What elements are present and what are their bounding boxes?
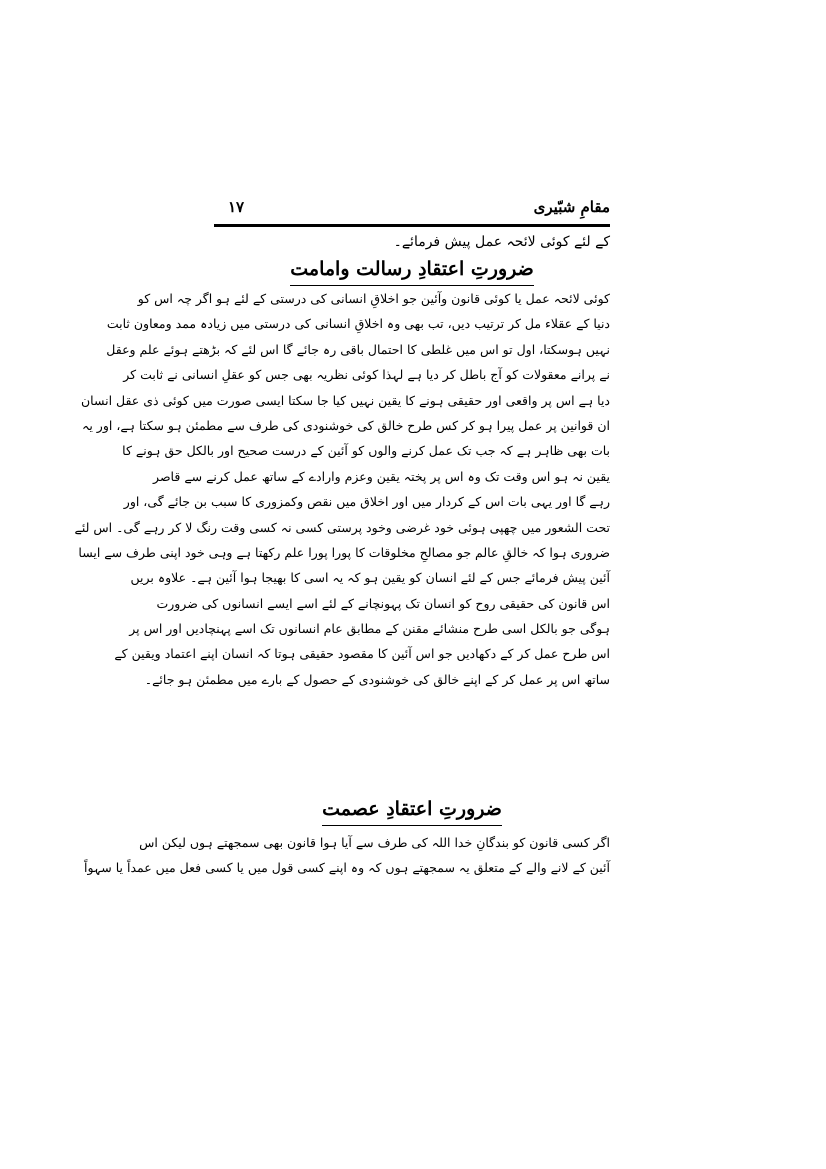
section-heading-text: ضرورتِ اعتقادِ رسالت وامامت: [290, 254, 534, 286]
body-line: ساتھ اس پر عمل کر کے اپنے خالق کی خوشنودی کے حصول کے بارے میں مطمئن ہو جائے۔: [144, 671, 610, 687]
page-number: ۱۷: [228, 198, 245, 216]
body-line: ان قوانین پر عمل پیرا ہو کر کس طرح خالق کی خوشنودی کی طرف سے مطمئن ہو سکتا ہے، اور یہ: [82, 417, 610, 433]
running-header: [214, 196, 610, 220]
section-heading-risalat: [214, 254, 610, 286]
section-heading-text: ضرورتِ اعتقادِ عصمت: [322, 794, 502, 826]
section-body-risalat: [74, 286, 610, 692]
section-heading-ismat: [214, 794, 610, 826]
body-line: دنیا کے عقلاء مل کر ترتیب دیں، تب بھی وہ اخلاقِ انسانی کی درستی میں زیادہ ممد ومعاون ثابت: [106, 316, 610, 332]
body-line: بات بھی ظاہر ہے کہ جب تک عمل کرنے والوں کو آئین کے درست صحیح اور بالکل حق ہونے کا: [122, 443, 610, 459]
body-line: یقین نہ ہو اس وقت تک وہ اس پر پختہ یقین وعزم وارادے کے ساتھ عمل کرنے سے قاصر: [153, 468, 610, 484]
body-line: اگر کسی قانون کو بندگانِ خدا اللہ کی طرف سے آیا ہوا قانون بھی سمجھتے ہوں لیکن اس: [139, 835, 610, 850]
body-line: ہوگی جو بالکل اسی طرح منشائے مقنن کے مطابق عام انسانوں تک اسے پہنچادیں اور اس پر: [129, 621, 610, 637]
body-line: تحت الشعور میں چھپی ہوئی خود غرضی وخود پرستی کسی نہ کسی وقت رنگ لا کر رہے گی۔ اس لئے: [74, 519, 610, 535]
body-line: نے پرانے معقولات کو آج باطل کر دیا ہے لہذا کوئی نظریہ بھی جس کو عقلِ انسانی نے ثابت کر: [123, 367, 610, 383]
body-line: دیا ہے اس پر واقعی اور حقیقی ہونے کا یقین نہیں کیا جا سکتا ایسی صورت میں کوئی ذی عقل انسان: [80, 392, 610, 408]
continuation-line: کے لئے کوئی لائحہ عمل پیش فرمائے۔: [393, 234, 610, 250]
body-line: کوئی لائحہ عمل یا کوئی قانون وآئین جو اخلاقِ انسانی کی درستی کے لئے ہو اگر چہ اس کو: [137, 291, 610, 306]
body-line: آئین پیش فرمائے جس کے لئے انسان کو یقین ہو کہ یہ اسی کا بھیجا ہوا آئین ہے۔ علاوہ بریں: [130, 570, 610, 586]
book-title: مقامِ شبّیری: [533, 198, 610, 216]
body-line: اس طرح عمل کر کے دکھادیں جو اس آئین کا مقصود حقیقی ہوتا کہ انسان اپنے اعتماد ویقین کے: [114, 646, 610, 662]
body-line: ضروری ہوا کہ خالقِ عالم جو مصالحِ مخلوقات کا پورا پورا علم رکھتا ہے وہی خود اپنی طرف سے ایسا: [78, 544, 610, 560]
body-line: اس قانون کی حقیقی روح کو انسان تک پہونچانے کے لئے اسے ایسے انسانوں کی ضرورت: [156, 595, 610, 611]
header-rule: [214, 224, 610, 227]
body-line: آئین کے لانے والے کے متعلق یہ سمجھتے ہوں کہ وہ اپنے کسی قول میں یا کسی فعل میں عمداً یا سہواً: [84, 860, 610, 876]
body-line: نہیں ہوسکتا، اول تو اس میں غلطی کا احتمال باقی رہ جائے گا اس لئے کہ بڑھتے ہوئے علم وعقل: [106, 341, 610, 357]
section-body-ismat: [84, 830, 610, 881]
body-line: رہے گا اور یہی بات اس کے کردار میں اور اخلاق میں نقص وکمزوری کا سبب بن جائے گی، اور: [123, 494, 610, 510]
